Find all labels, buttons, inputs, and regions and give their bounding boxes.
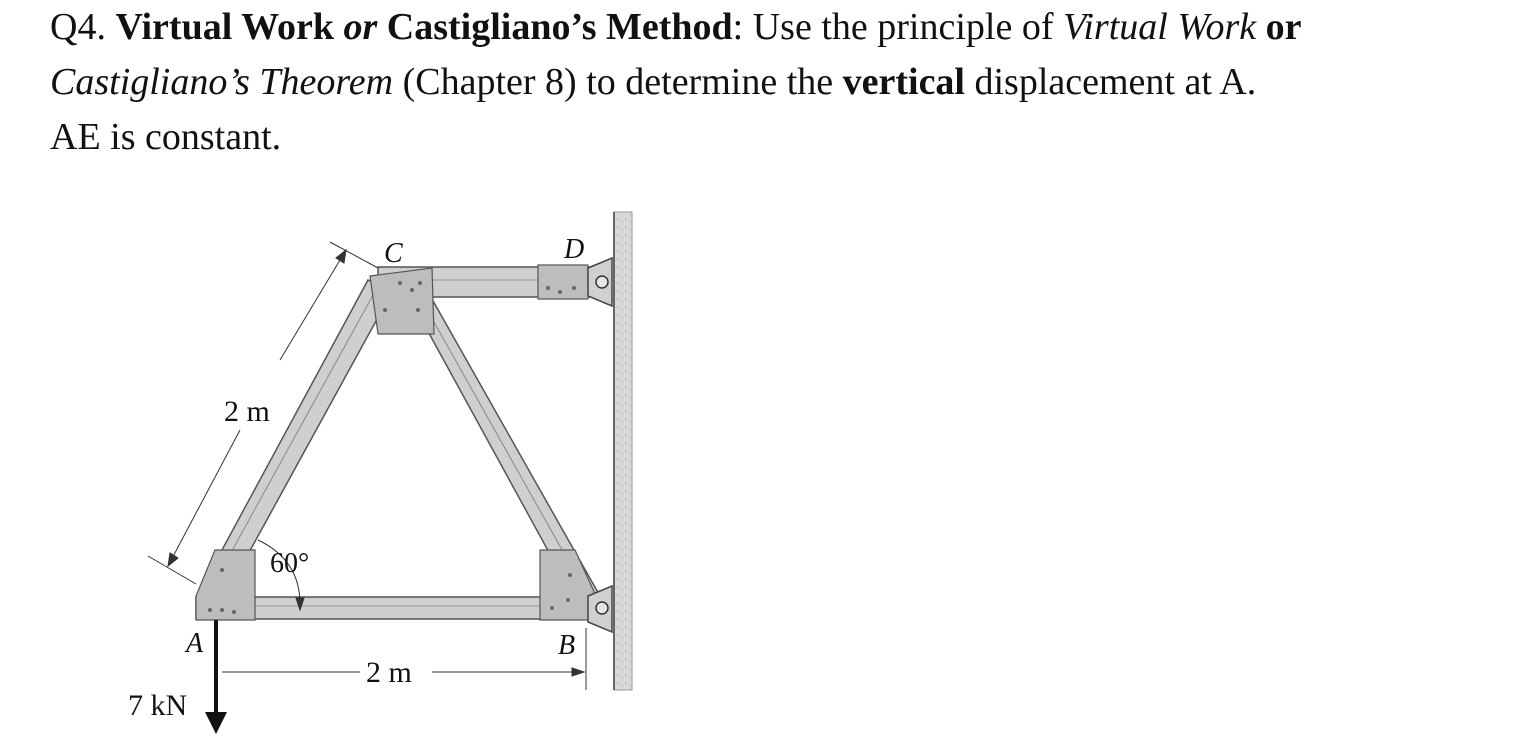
dim-bottom-label: 2 m xyxy=(366,656,412,689)
load-label: 7 kN xyxy=(128,689,188,722)
label-a: A xyxy=(186,628,204,659)
title-part1: Virtual Work xyxy=(115,6,334,48)
gusset-d xyxy=(538,265,588,299)
bold-or: or xyxy=(1265,6,1302,48)
load-arrow xyxy=(205,620,227,734)
gusset-a xyxy=(196,550,255,620)
text-3: displacement at A. xyxy=(965,61,1257,103)
title-or: or xyxy=(343,6,378,48)
label-b: B xyxy=(558,630,576,661)
title-part2: Castigliano’s Method xyxy=(386,6,733,48)
member-ab xyxy=(196,597,596,619)
truss-figure xyxy=(0,0,700,744)
dim-left-label: 2 m xyxy=(224,395,270,428)
gusset-c xyxy=(370,268,434,334)
italic-virtual-work: Virtual Work xyxy=(1062,6,1257,48)
text-2: (Chapter 8) to determine the xyxy=(393,61,843,103)
title-colon: : xyxy=(732,6,744,48)
question-line-3: AE is constant. xyxy=(50,116,282,158)
angle-label: 60° xyxy=(270,548,310,579)
italic-castigliano-theorem: Castigliano’s Theorem xyxy=(50,61,394,103)
text-1: Use the principle of xyxy=(743,6,1063,48)
label-c: C xyxy=(384,238,403,269)
label-d: D xyxy=(564,234,585,265)
question-number: Q4. xyxy=(50,6,106,48)
bold-vertical: vertical xyxy=(842,61,965,103)
wall xyxy=(614,212,632,690)
support-d xyxy=(588,258,612,306)
